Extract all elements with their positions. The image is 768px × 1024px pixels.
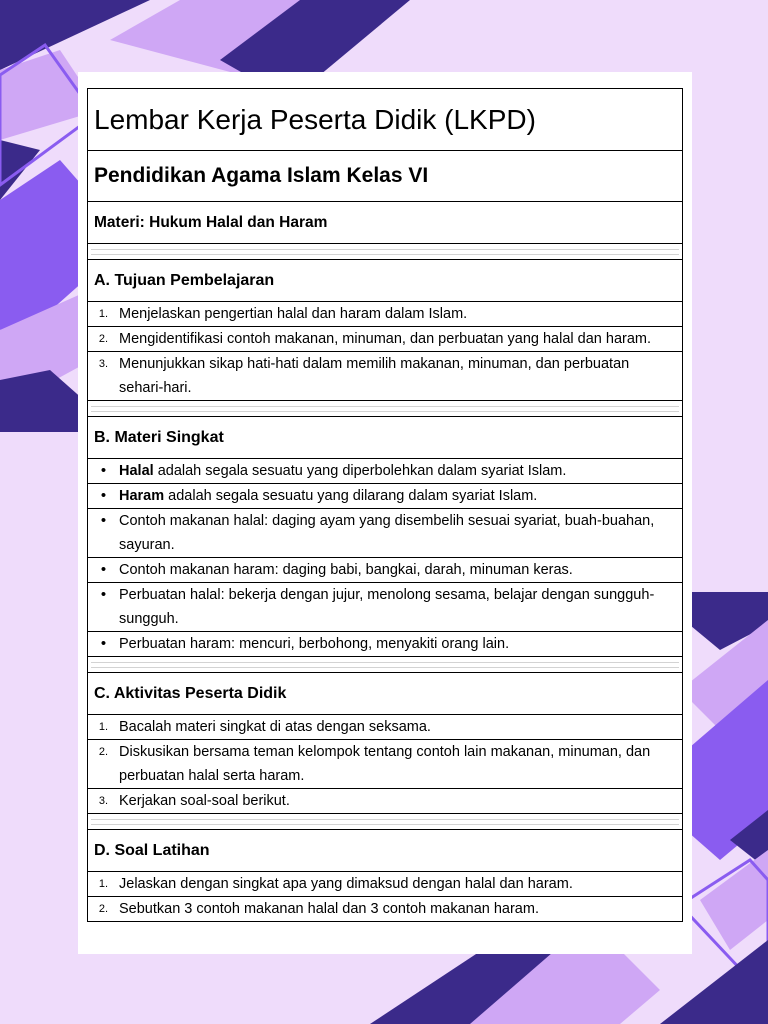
- list-number: 2.: [98, 746, 109, 758]
- section-heading-aktivitas: C. Aktivitas Peserta Didik: [87, 673, 683, 715]
- bullet-icon: •: [100, 635, 107, 652]
- term-bold: Haram: [119, 488, 165, 504]
- lkpd-worksheet: [87, 88, 683, 922]
- list-item-text: Diskusikan bersama teman kelompok tentang contoh lain makanan, minuman, dan perbuatan halal serta haram.: [119, 744, 651, 784]
- list-number: 3.: [98, 358, 109, 370]
- section-heading-soal: D. Soal Latihan: [87, 830, 683, 872]
- list-number: 1.: [98, 308, 109, 320]
- list-item-text: Mengidentifikasi contoh makanan, minuman, dan perbuatan yang halal dan haram.: [119, 331, 652, 347]
- list-item-text: Perbuatan halal: bekerja dengan jujur, menolong sesama, belajar dengan sungguh-sungguh.: [119, 587, 655, 627]
- list-item-text: Bacalah materi singkat di atas dengan seksama.: [119, 719, 431, 735]
- term-bold: Halal: [119, 463, 154, 479]
- list-number: 1.: [98, 878, 109, 890]
- list-item: [87, 789, 683, 814]
- divider: [87, 814, 683, 830]
- list-item: [87, 558, 683, 583]
- list-item: [87, 327, 683, 352]
- list-item-text: Menunjukkan sikap hati-hati dalam memilih makanan, minuman, dan perbuatan sehari-hari.: [119, 356, 630, 396]
- bullet-icon: •: [100, 462, 107, 479]
- list-item: [87, 632, 683, 657]
- list-item-text: Contoh makanan halal: daging ayam yang disembelih sesuai syariat, buah-buahan, sayuran.: [119, 513, 655, 553]
- list-item-text: adalah segala sesuatu yang diperbolehkan dalam syariat Islam.: [153, 463, 567, 479]
- list-item-text: Sebutkan 3 contoh makanan halal dan 3 contoh makanan haram.: [119, 901, 539, 917]
- bullet-icon: •: [100, 487, 107, 504]
- document-title: Lembar Kerja Peserta Didik (LKPD): [87, 89, 683, 151]
- document-subtitle: Pendidikan Agama Islam Kelas VI: [87, 151, 683, 202]
- divider: [87, 657, 683, 673]
- list-item-text: Perbuatan haram: mencuri, berbohong, menyakiti orang lain.: [119, 636, 510, 652]
- materi-line: Materi: Hukum Halal dan Haram: [87, 202, 683, 244]
- divider: [87, 244, 683, 260]
- list-number: 2.: [98, 903, 109, 915]
- section-heading-materi: B. Materi Singkat: [87, 417, 683, 459]
- list-item: [87, 484, 683, 509]
- section-heading-tujuan: A. Tujuan Pembelajaran: [87, 260, 683, 302]
- list-number: 1.: [98, 721, 109, 733]
- bullet-icon: •: [100, 512, 107, 529]
- list-item: [87, 897, 683, 922]
- list-item-text: adalah segala sesuatu yang dilarang dalam syariat Islam.: [164, 488, 538, 504]
- list-item: [87, 715, 683, 740]
- list-item: [87, 872, 683, 897]
- list-item-text: Menjelaskan pengertian halal dan haram dalam Islam.: [119, 306, 468, 322]
- list-item: [87, 740, 683, 789]
- list-item: [87, 302, 683, 327]
- list-item-text: Jelaskan dengan singkat apa yang dimaksud dengan halal dan haram.: [119, 876, 573, 892]
- list-item-text: Contoh makanan haram: daging babi, bangkai, darah, minuman keras.: [119, 562, 573, 578]
- list-item: [87, 459, 683, 484]
- list-item-text: Kerjakan soal-soal berikut.: [119, 793, 290, 809]
- list-number: 2.: [98, 333, 109, 345]
- list-item: [87, 509, 683, 558]
- bullet-icon: •: [100, 586, 107, 603]
- list-item: [87, 583, 683, 632]
- bullet-icon: •: [100, 561, 107, 578]
- list-item: [87, 352, 683, 401]
- list-number: 3.: [98, 795, 109, 807]
- divider: [87, 401, 683, 417]
